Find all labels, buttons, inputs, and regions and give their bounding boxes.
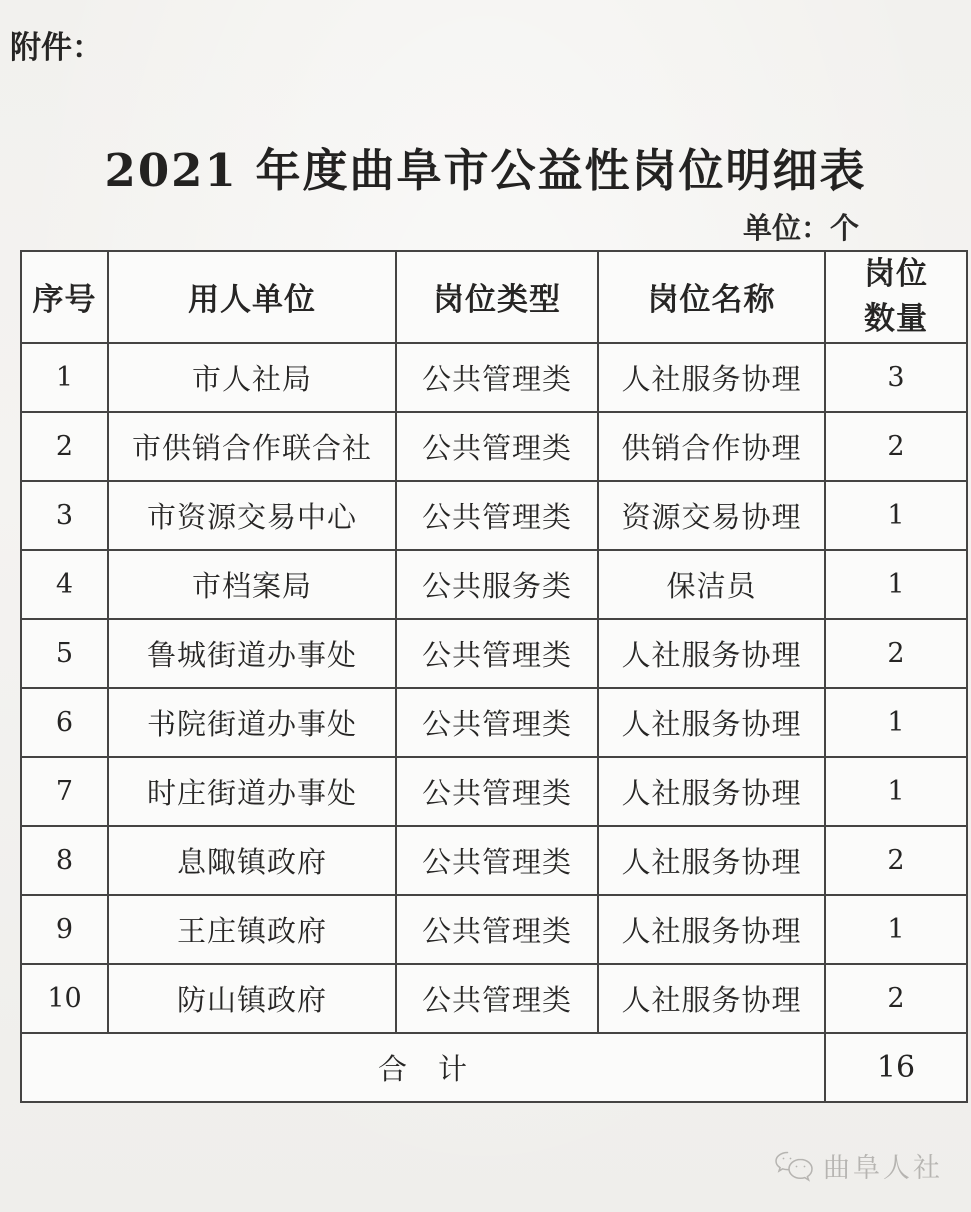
header-count	[825, 251, 967, 343]
page-title: 2021 年度曲阜市公益性岗位明细表	[104, 144, 867, 197]
watermark	[773, 1146, 943, 1185]
header-name: 岗位名称	[598, 251, 825, 343]
table-row	[21, 619, 967, 688]
table-row	[21, 757, 967, 826]
cell-no: 2	[21, 412, 108, 481]
cell-employer: 市供销合作联合社	[108, 412, 396, 481]
unit-label: 单位：个	[742, 211, 859, 245]
cell-count: 2	[825, 964, 967, 1033]
cell-count: 1	[825, 550, 967, 619]
watermark-text: 曲阜人社	[823, 1153, 943, 1184]
cell-employer: 时庄街道办事处	[108, 757, 396, 826]
cell-employer: 书院街道办事处	[108, 688, 396, 757]
cell-count: 1	[825, 895, 967, 964]
attachment-label: 附件：	[10, 30, 103, 66]
cell-name: 人社服务协理	[598, 895, 825, 964]
header-type: 岗位类型	[396, 251, 598, 343]
cell-type: 公共管理类	[396, 619, 598, 688]
cell-employer: 市档案局	[108, 550, 396, 619]
cell-no: 6	[21, 688, 108, 757]
cell-name: 人社服务协理	[598, 964, 825, 1033]
cell-name: 保洁员	[598, 550, 825, 619]
table-header-row	[21, 251, 967, 343]
cell-type: 公共管理类	[396, 412, 598, 481]
table-row	[21, 412, 967, 481]
total-label: 合 计	[21, 1033, 825, 1102]
cell-name: 人社服务协理	[598, 619, 825, 688]
cell-employer: 市资源交易中心	[108, 481, 396, 550]
header-no: 序号	[21, 251, 108, 343]
header-count-text: 岗位数量	[864, 256, 928, 337]
cell-name: 人社服务协理	[598, 826, 825, 895]
cell-employer: 鲁城街道办事处	[108, 619, 396, 688]
cell-name: 人社服务协理	[598, 757, 825, 826]
cell-name: 人社服务协理	[598, 343, 825, 412]
cell-count: 1	[825, 481, 967, 550]
cell-no: 9	[21, 895, 108, 964]
cell-no: 3	[21, 481, 108, 550]
table-row	[21, 895, 967, 964]
cell-type: 公共管理类	[396, 964, 598, 1033]
cell-type: 公共管理类	[396, 481, 598, 550]
cell-name: 人社服务协理	[598, 688, 825, 757]
cell-count: 2	[825, 826, 967, 895]
table-total-row	[21, 1033, 967, 1102]
cell-employer: 市人社局	[108, 343, 396, 412]
cell-no: 5	[21, 619, 108, 688]
total-value: 16	[825, 1033, 967, 1102]
table-row	[21, 550, 967, 619]
cell-type: 公共管理类	[396, 343, 598, 412]
cell-no: 4	[21, 550, 108, 619]
table-row	[21, 964, 967, 1033]
cell-name: 资源交易协理	[598, 481, 825, 550]
cell-no: 7	[21, 757, 108, 826]
cell-type: 公共管理类	[396, 688, 598, 757]
cell-count: 1	[825, 688, 967, 757]
cell-type: 公共服务类	[396, 550, 598, 619]
positions-table	[20, 250, 968, 1103]
cell-name: 供销合作协理	[598, 412, 825, 481]
table-row	[21, 688, 967, 757]
table-row	[21, 826, 967, 895]
cell-employer: 防山镇政府	[108, 964, 396, 1033]
cell-count: 2	[825, 619, 967, 688]
cell-type: 公共管理类	[396, 757, 598, 826]
cell-no: 10	[21, 964, 108, 1033]
table-row	[21, 343, 967, 412]
cell-type: 公共管理类	[396, 895, 598, 964]
table-row	[21, 481, 967, 550]
cell-employer: 息陬镇政府	[108, 826, 396, 895]
cell-no: 1	[21, 343, 108, 412]
header-employer: 用人单位	[108, 251, 396, 343]
cell-count: 3	[825, 343, 967, 412]
cell-type: 公共管理类	[396, 826, 598, 895]
cell-count: 1	[825, 757, 967, 826]
cell-employer: 王庄镇政府	[108, 895, 396, 964]
cell-no: 8	[21, 826, 108, 895]
wechat-icon	[773, 1150, 815, 1182]
cell-count: 2	[825, 412, 967, 481]
